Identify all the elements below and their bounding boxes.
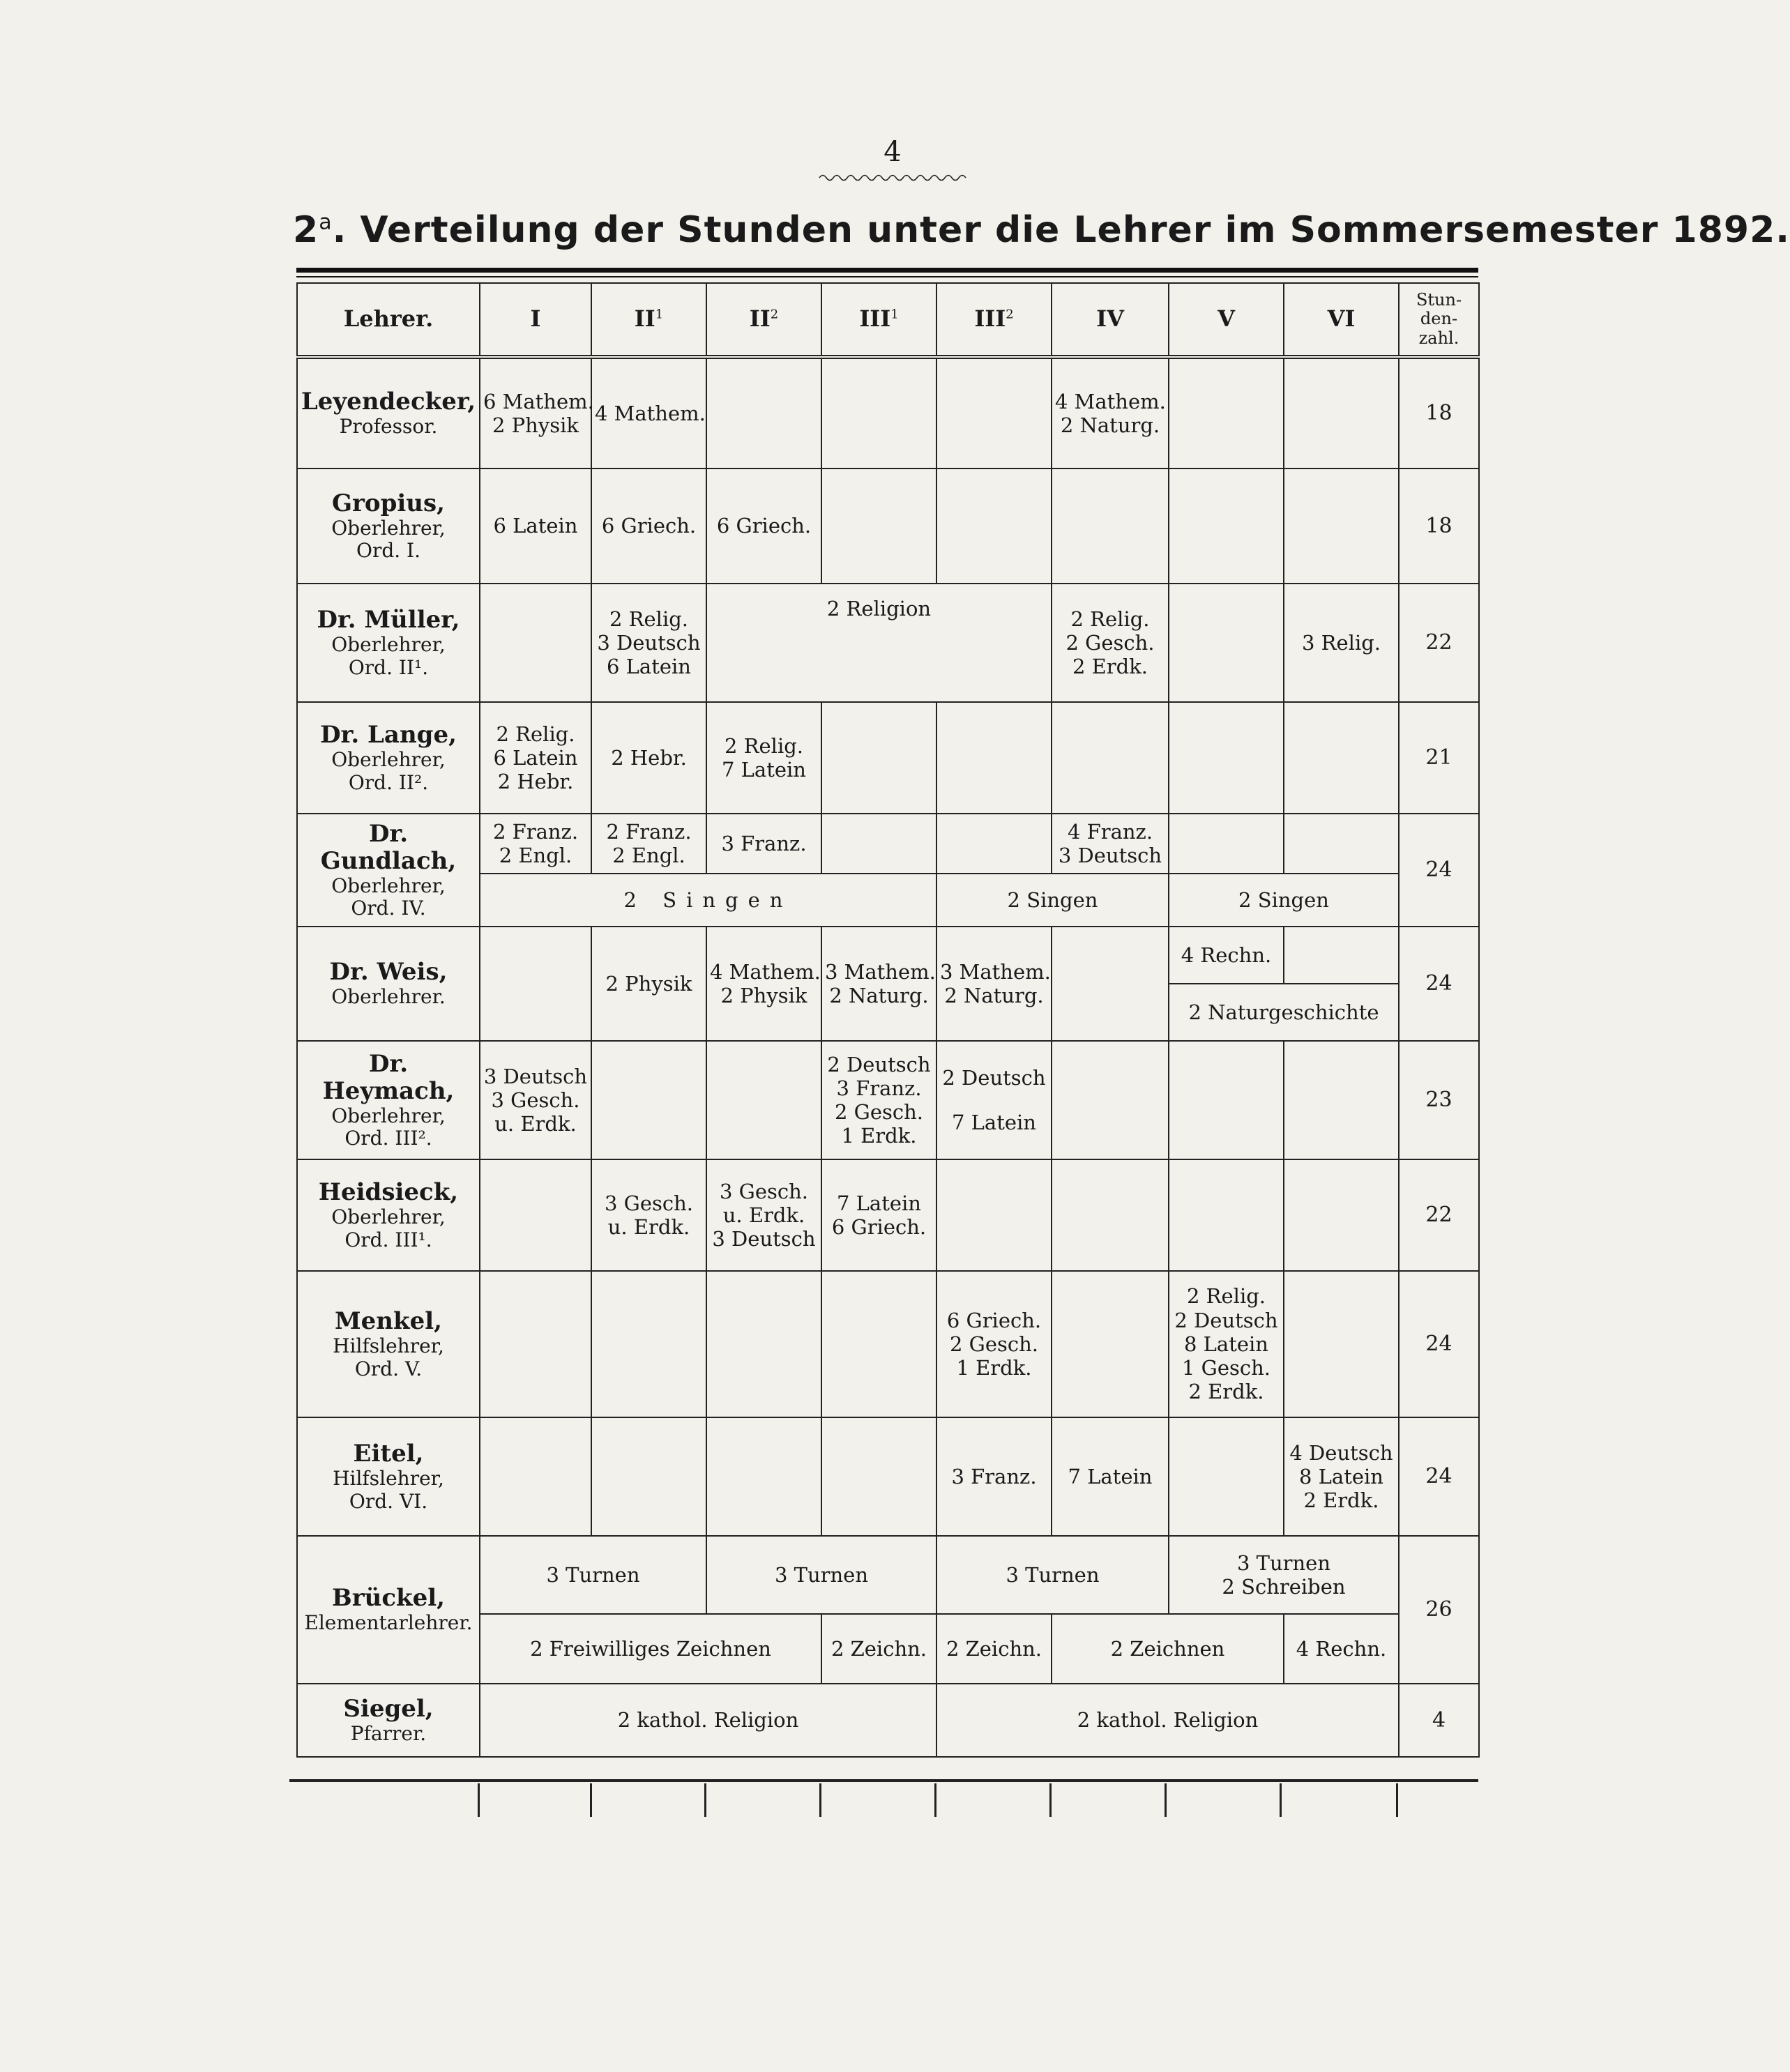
empty-cell — [821, 1271, 936, 1417]
lesson-cell — [591, 584, 706, 702]
lesson-line: 2 Relig. — [1187, 1284, 1266, 1309]
lesson-cell — [936, 1041, 1052, 1159]
teacher-name: Leyendecker, — [301, 388, 476, 416]
lesson-line: 2 Erdk. — [1303, 1488, 1379, 1513]
lesson-cell — [936, 1271, 1052, 1417]
teacher-role: Oberlehrer. — [331, 985, 446, 1009]
lesson-line: 7 Latein — [1068, 1464, 1153, 1488]
empty-cell — [936, 357, 1052, 469]
lesson-line: 4 Mathem. — [1055, 389, 1166, 413]
lesson-line: u. Erdk. — [607, 1215, 690, 1239]
teacher-ordinarius: Ord. VI. — [349, 1489, 428, 1513]
empty-cell — [1284, 702, 1399, 814]
lesson-line: 6 Mathem. — [483, 389, 594, 413]
lesson-cell-merged: 2 Naturgeschichte — [1169, 984, 1399, 1041]
empty-cell — [1169, 702, 1284, 814]
lesson-cell-merged — [1169, 1536, 1399, 1614]
lesson-line: 6 Griech. — [946, 1308, 1042, 1332]
title-rule-thin — [296, 276, 1478, 277]
lesson-cell-merged: 3 Turnen — [936, 1536, 1169, 1614]
teacher-role: Pfarrer. — [350, 1721, 427, 1745]
lesson-line: 3 Gesch. — [604, 1191, 694, 1215]
table-bottom-stub — [1049, 1783, 1052, 1817]
table-row-siegel — [297, 1684, 1479, 1757]
lesson-cell-merged: 2 Zeichnen — [1052, 1614, 1284, 1684]
empty-cell — [591, 1271, 706, 1417]
lesson-cell — [591, 1159, 706, 1271]
lesson-cell — [706, 927, 821, 1041]
empty-cell — [1052, 469, 1169, 584]
empty-cell — [480, 1417, 591, 1536]
lesson-line: 2 Gesch. — [949, 1332, 1039, 1356]
table-bottom-rule — [289, 1779, 1478, 1782]
lesson-cell — [591, 927, 706, 1041]
empty-cell — [480, 1271, 591, 1417]
lesson-cell — [1052, 584, 1169, 702]
lesson-line: 2 Gesch. — [1065, 630, 1155, 655]
empty-cell — [1169, 1041, 1284, 1159]
lesson-cell — [706, 469, 821, 584]
total-hours: 24 — [1399, 1417, 1479, 1536]
header-teacher: Lehrer. — [297, 283, 480, 357]
lesson-line: 6 Latein — [493, 514, 578, 538]
table-row-lange — [297, 702, 1479, 814]
empty-cell — [1169, 584, 1284, 702]
title-prefix: 2 — [293, 209, 319, 251]
teacher-name: Dr. Müller, — [317, 606, 460, 634]
table-bottom-stub — [1396, 1783, 1398, 1817]
header-class-ii2 — [706, 283, 821, 357]
table-bottom-stub — [590, 1783, 592, 1817]
teacher-cell — [297, 469, 480, 584]
table-row-leyendecker — [297, 357, 1479, 469]
header-row — [297, 283, 1479, 357]
lesson-line: 2 Deutsch — [942, 1065, 1046, 1090]
empty-cell — [480, 584, 591, 702]
wavy-ornament — [819, 173, 966, 183]
lesson-line: 3 Franz. — [836, 1076, 922, 1100]
lesson-cell-merged: 3 Turnen — [706, 1536, 936, 1614]
lesson-cell — [591, 702, 706, 814]
lesson-distribution-table — [296, 282, 1480, 1758]
lesson-cell-merged: 3 Turnen — [480, 1536, 706, 1614]
lesson-cell — [480, 814, 591, 874]
lesson-line: 2 Relig. — [725, 733, 803, 758]
empty-cell — [1284, 814, 1399, 874]
teacher-cell — [297, 584, 480, 702]
lesson-line: 7 Latein — [952, 1111, 1036, 1134]
lesson-cell — [821, 1159, 936, 1271]
empty-cell — [1169, 814, 1284, 874]
table-row-eitel — [297, 1417, 1479, 1536]
total-hours: 24 — [1399, 814, 1479, 927]
lesson-line: 2 Erdk. — [1072, 655, 1148, 679]
empty-cell — [1052, 1159, 1169, 1271]
lesson-cell — [936, 1417, 1052, 1536]
lesson-line: 2 Gesch. — [834, 1100, 924, 1124]
teacher-name: Menkel, — [335, 1307, 442, 1336]
empty-cell — [706, 1271, 821, 1417]
table-row-gundlach — [297, 814, 1479, 874]
empty-cell — [706, 1041, 821, 1159]
lesson-line: 2 Deutsch — [1174, 1308, 1278, 1332]
header-class-v: V — [1169, 283, 1284, 357]
empty-cell — [1169, 357, 1284, 469]
lesson-line: 6 Latein — [607, 655, 691, 679]
lesson-line: 7 Latein — [722, 758, 806, 782]
lesson-cell-merged: 2 Singen — [480, 874, 936, 927]
lesson-line: 2 Naturg. — [944, 984, 1044, 1007]
lesson-cell — [591, 469, 706, 584]
header-class-ii1-label: II — [634, 305, 655, 333]
empty-cell — [936, 469, 1052, 584]
header-class-iii1 — [821, 283, 936, 357]
teacher-role: Hilfslehrer, — [333, 1334, 444, 1358]
table-row-menkel — [297, 1271, 1479, 1417]
lesson-line: 2 Relig. — [609, 607, 688, 631]
lesson-cell — [1284, 584, 1399, 702]
header-class-ii1 — [591, 283, 706, 357]
lesson-line: 8 Latein — [1299, 1464, 1383, 1488]
empty-cell — [1169, 1159, 1284, 1271]
teacher-cell — [297, 1271, 480, 1417]
teacher-name: Heidsieck, — [318, 1178, 459, 1207]
lesson-line: 2 Hebr. — [611, 745, 687, 770]
teacher-role: Oberlehrer, — [331, 516, 446, 540]
lesson-cell-merged: 2 Singen — [1169, 874, 1399, 927]
lesson-cell — [821, 927, 936, 1041]
lesson-line: 2 Engl. — [612, 844, 685, 867]
lesson-line: 3 Mathem. — [940, 959, 1051, 984]
lesson-line: 6 Griech. — [831, 1215, 927, 1239]
header-class-iv: IV — [1052, 283, 1169, 357]
lesson-line: 3 Mathem. — [825, 959, 936, 984]
lesson-cell — [706, 1159, 821, 1271]
empty-cell — [1284, 1159, 1399, 1271]
teacher-name: Gropius, — [331, 489, 445, 517]
lesson-line: 2 Relig. — [496, 722, 575, 746]
lesson-line: u. Erdk. — [494, 1112, 577, 1136]
lesson-line: 4 Mathem. — [710, 959, 821, 984]
lesson-line: 3 Gesch. — [719, 1179, 809, 1203]
empty-cell — [591, 1041, 706, 1159]
lesson-cell — [1284, 1417, 1399, 1536]
empty-cell — [1169, 469, 1284, 584]
teacher-cell — [297, 1536, 480, 1684]
empty-cell — [1052, 927, 1169, 1041]
empty-cell — [706, 1417, 821, 1536]
empty-cell — [821, 1417, 936, 1536]
lesson-cell — [1052, 814, 1169, 874]
header-class-ii2-label: II — [749, 305, 771, 333]
teacher-role: Hilfslehrer, — [333, 1467, 444, 1491]
lesson-line: 2 Hebr. — [497, 770, 574, 794]
header-class-iii2-sub: 2 — [1006, 307, 1014, 322]
empty-cell — [1284, 1271, 1399, 1417]
table-bottom-stub — [1280, 1783, 1282, 1817]
teacher-name: Brückel, — [331, 1584, 445, 1613]
lesson-line: 4 Mathem. — [595, 401, 706, 425]
total-hours: 26 — [1399, 1536, 1479, 1684]
lesson-cell — [480, 1041, 591, 1159]
lesson-line: 3 Deutsch — [597, 630, 701, 655]
table-row-brueckel — [297, 1536, 1479, 1614]
teacher-cell — [297, 1684, 480, 1757]
table-bottom-stub — [1165, 1783, 1167, 1817]
lesson-line: 3 Franz. — [721, 831, 807, 855]
lesson-line: 4 Rechn. — [1181, 943, 1272, 967]
total-hours: 21 — [1399, 702, 1479, 814]
teacher-ordinarius: Ord. II¹. — [348, 655, 429, 679]
table-row-gropius — [297, 469, 1479, 584]
empty-cell — [821, 357, 936, 469]
lesson-cell-merged: 2 Freiwilliges Zeichnen — [480, 1614, 821, 1684]
empty-cell — [821, 702, 936, 814]
empty-cell — [591, 1417, 706, 1536]
teacher-cell — [297, 1159, 480, 1271]
teacher-name: Eitel, — [353, 1440, 424, 1468]
teacher-role: Oberlehrer, — [331, 874, 446, 897]
lesson-cell-merged: 2 kathol. Religion — [480, 1684, 936, 1757]
empty-cell — [1284, 469, 1399, 584]
header-total-line: den- — [1420, 309, 1458, 329]
teacher-name: Dr. Gundlach, — [320, 819, 457, 875]
teacher-ordinarius: Ord. II². — [348, 770, 429, 794]
teacher-role: Oberlehrer, — [331, 633, 446, 657]
lesson-line: 2 Franz. — [606, 819, 692, 844]
lesson-line: 1 Gesch. — [1181, 1356, 1271, 1380]
lesson-line: 7 Latein — [837, 1191, 921, 1215]
lesson-cell: 4 Rechn. — [1284, 1614, 1399, 1684]
lesson-line: 3 Deutsch — [712, 1227, 816, 1251]
teacher-role: Oberlehrer, — [331, 748, 446, 772]
lesson-line: 2 Erdk. — [1188, 1380, 1264, 1404]
total-hours: 24 — [1399, 1271, 1479, 1417]
table-row-weis — [297, 927, 1479, 984]
lesson-cell — [936, 927, 1052, 1041]
teacher-role: Oberlehrer, — [331, 1205, 446, 1229]
teacher-name: Dr. Heymach, — [322, 1049, 455, 1105]
lesson-cell — [591, 357, 706, 469]
lesson-cell-merged: 2 kathol. Religion — [936, 1684, 1399, 1757]
lesson-line: 2 Naturg. — [829, 984, 929, 1007]
empty-cell — [1052, 1271, 1169, 1417]
total-hours: 4 — [1399, 1684, 1479, 1757]
header-total-line: zahl. — [1418, 328, 1459, 348]
empty-cell — [1052, 1041, 1169, 1159]
teacher-name: Dr. Lange, — [320, 721, 457, 749]
lesson-line: 3 Relig. — [1302, 630, 1381, 655]
header-total-line: Stun- — [1416, 289, 1462, 310]
empty-cell — [1169, 1417, 1284, 1536]
lesson-line: 2 Naturg. — [1060, 413, 1160, 437]
empty-cell — [936, 814, 1052, 874]
empty-cell — [1052, 702, 1169, 814]
teacher-cell — [297, 927, 480, 1041]
teacher-ordinarius: Ord. V. — [354, 1357, 423, 1380]
lesson-cell — [480, 357, 594, 469]
table-bottom-stub — [819, 1783, 821, 1817]
lesson-line: 4 Deutsch — [1289, 1440, 1393, 1465]
total-hours: 23 — [1399, 1041, 1479, 1159]
header-class-i: I — [480, 283, 591, 357]
lesson-cell — [1052, 1417, 1169, 1536]
lesson-line: 2 Relig. — [1070, 607, 1150, 631]
lesson-line: 2 Physik — [605, 971, 692, 996]
lesson-line: 3 Deutsch — [1058, 844, 1162, 867]
lesson-line: 2 Franz. — [492, 819, 579, 844]
header-class-vi: VI — [1284, 283, 1399, 357]
teacher-role: Elementarlehrer. — [304, 1611, 473, 1635]
empty-cell — [821, 814, 936, 874]
lesson-line: 3 Franz. — [951, 1464, 1037, 1488]
page-title — [293, 209, 1790, 251]
teacher-ordinarius: Ord. IV. — [351, 897, 426, 920]
lesson-cell — [706, 702, 821, 814]
teacher-cell — [297, 702, 480, 814]
header-class-iii1-label: III — [859, 305, 891, 333]
total-hours: 24 — [1399, 927, 1479, 1041]
table-row-heidsieck — [297, 1159, 1479, 1271]
lesson-cell — [821, 1041, 936, 1159]
total-hours: 22 — [1399, 584, 1479, 702]
empty-cell — [936, 1159, 1052, 1271]
lesson-line: 2 Schreiben — [1222, 1575, 1346, 1599]
teacher-cell — [297, 1041, 480, 1159]
table-bottom-stub — [934, 1783, 936, 1817]
empty-cell — [480, 927, 591, 1041]
teacher-ordinarius: Ord. III². — [344, 1127, 432, 1150]
empty-cell — [821, 469, 936, 584]
lesson-line: 6 Griech. — [601, 514, 697, 538]
title-text: . Verteilung der Stunden unter die Lehrer im Sommersemester 1892. — [332, 209, 1790, 251]
lesson-cell-merged: 2 Singen — [936, 874, 1169, 927]
header-total-hours — [1399, 283, 1479, 357]
lesson-line: 3 Deutsch — [483, 1064, 588, 1088]
table-bottom-stub — [704, 1783, 706, 1817]
table-bottom-stub — [478, 1783, 480, 1817]
teacher-cell — [297, 357, 480, 469]
teacher-name: Siegel, — [343, 1694, 434, 1723]
lesson-line: 1 Erdk. — [956, 1356, 1032, 1380]
teacher-cell — [297, 1417, 480, 1536]
lesson-cell — [480, 702, 591, 814]
lesson-line: 8 Latein — [1184, 1332, 1268, 1356]
lesson-cell-merged: 2 Religion — [706, 584, 1052, 702]
table-row-mueller — [297, 584, 1479, 702]
header-class-iii1-sub: 1 — [890, 307, 899, 322]
empty-cell — [1284, 927, 1399, 984]
teacher-role: Professor. — [339, 415, 438, 439]
total-hours: 18 — [1399, 357, 1479, 469]
lesson-cell — [1169, 1271, 1284, 1417]
empty-cell — [706, 357, 821, 469]
lesson-line: 3 Gesch. — [491, 1088, 580, 1112]
header-class-ii2-sub: 2 — [770, 307, 779, 322]
empty-cell — [936, 702, 1052, 814]
total-hours: 22 — [1399, 1159, 1479, 1271]
lesson-cell — [1052, 357, 1169, 469]
page-number: 4 — [883, 136, 902, 168]
empty-cell — [480, 1159, 591, 1271]
lesson-line: 2 Engl. — [499, 844, 572, 867]
lesson-line: 3 Turnen — [1236, 1551, 1331, 1575]
empty-cell — [1284, 1041, 1399, 1159]
title-sup: a — [319, 210, 333, 235]
header-class-iii2-label: III — [974, 305, 1006, 333]
lesson-cell: 2 Zeichn. — [821, 1614, 936, 1684]
teacher-cell — [297, 814, 480, 927]
lesson-line: 6 Latein — [493, 745, 578, 770]
lesson-line: 1 Erdk. — [841, 1124, 917, 1148]
empty-cell — [1284, 357, 1399, 469]
lesson-cell — [706, 814, 821, 874]
lesson-line: 2 Physik — [492, 413, 579, 437]
lesson-line: 4 Franz. — [1067, 819, 1153, 844]
lesson-line: 6 Griech. — [716, 514, 812, 538]
lesson-cell — [591, 814, 706, 874]
lesson-line: u. Erdk. — [722, 1203, 805, 1227]
lesson-cell — [1169, 927, 1284, 984]
lesson-cell — [480, 469, 591, 584]
table-row-heymach — [297, 1041, 1479, 1159]
header-class-ii1-sub: 1 — [655, 307, 664, 322]
total-hours: 18 — [1399, 469, 1479, 584]
lesson-line: 2 Deutsch — [827, 1052, 931, 1076]
teacher-ordinarius: Ord. I. — [356, 539, 421, 563]
teacher-role: Oberlehrer, — [331, 1104, 446, 1127]
lesson-line: 2 Physik — [720, 984, 807, 1007]
title-rule-thick — [296, 268, 1478, 273]
lesson-cell: 2 Zeichn. — [936, 1614, 1052, 1684]
teacher-name: Dr. Weis, — [329, 958, 448, 987]
header-class-iii2 — [936, 283, 1052, 357]
teacher-ordinarius: Ord. III¹. — [344, 1228, 432, 1251]
